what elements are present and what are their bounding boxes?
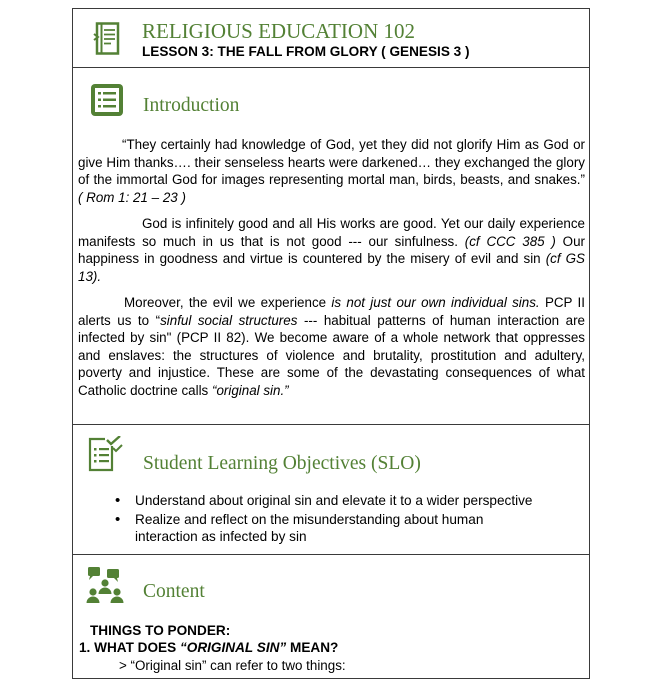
things-to-ponder-label: THINGS TO PONDER: — [90, 623, 231, 638]
intro-quote: “They certainly had knowledge of God, yet they did not glorify Him as God or give Him thanks…. their senseless hearts were darkened… they exchanged the glory of the immortal God for images representing mortal man, birds, beasts, and snakes.” — [78, 137, 585, 187]
objectives-list — [73, 492, 590, 545]
intro-paragraph-2 — [78, 215, 585, 285]
question-1-prefix: 1. WHAT DOES — [79, 640, 177, 655]
intro-p3-emphasis-3: “original sin.” — [211, 382, 289, 398]
group-presentation-icon — [85, 565, 125, 607]
intro-quote-reference: ( Rom 1: 21 – 23 ) — [78, 189, 186, 205]
question-1-suffix: MEAN? — [290, 640, 339, 655]
objective-item: • Understand about original sin and elevate it to a wider perspective — [73, 492, 590, 509]
introduction-heading: Introduction — [143, 95, 240, 116]
intro-p3-emphasis-1: is not just our own individual sins. — [331, 295, 540, 310]
lesson-page — [72, 8, 590, 673]
intro-paragraph-1 — [78, 136, 585, 206]
intro-p2-part-b: Our happiness in goodness and virtue is countered by the misery of evil and sin — [78, 233, 585, 266]
intro-p3-part-a: Moreover, the evil we experience — [124, 295, 327, 310]
introduction-body — [78, 136, 585, 399]
lesson-title: LESSON 3: THE FALL FROM GLORY ( GENESIS 3 ) — [142, 44, 470, 59]
course-title: RELIGIOUS EDUCATION 102 — [142, 19, 415, 43]
intro-p3-part-c: --- habitual patterns of human interaction are infected by sin" (PCP II 82). We become aware of a whole network that oppresses and enslaves: the structures of violence and brutality, prostitution and adultery, poverty and injustice. These are some of the devastating consequences of what Catholic doctrine calls — [78, 312, 585, 398]
objectives-box — [72, 424, 590, 555]
question-1-answer-line: > “Original sin” can refer to two things: — [119, 658, 346, 673]
document-list-icon — [90, 83, 124, 117]
intro-p2-reference-1: (cf CCC 385 ) — [464, 233, 556, 249]
intro-p2-reference-2: (cf GS 13). — [78, 251, 585, 284]
question-1-term: “ORIGINAL SIN” — [179, 640, 287, 655]
intro-p3-part-b: PCP II alerts us to “ — [78, 295, 585, 328]
objectives-heading: Student Learning Objectives (SLO) — [143, 453, 421, 474]
checklist-icon — [87, 436, 123, 474]
objective-item: • Realize and reflect on the misunderstanding about human interaction as infected by sin — [73, 511, 590, 545]
book-icon — [92, 22, 120, 56]
content-heading: Content — [143, 581, 205, 602]
intro-paragraph-3 — [78, 294, 585, 399]
content-box — [72, 554, 590, 679]
question-1 — [79, 640, 338, 655]
header-box — [72, 8, 590, 68]
introduction-box — [72, 67, 590, 425]
intro-p2-part-a: God is infinitely good and all His works are good. Yet our daily experience manifests so much in us that is not good --- our sinfulness. — [78, 216, 585, 249]
intro-p3-emphasis-2: sinful social structures — [160, 312, 298, 328]
